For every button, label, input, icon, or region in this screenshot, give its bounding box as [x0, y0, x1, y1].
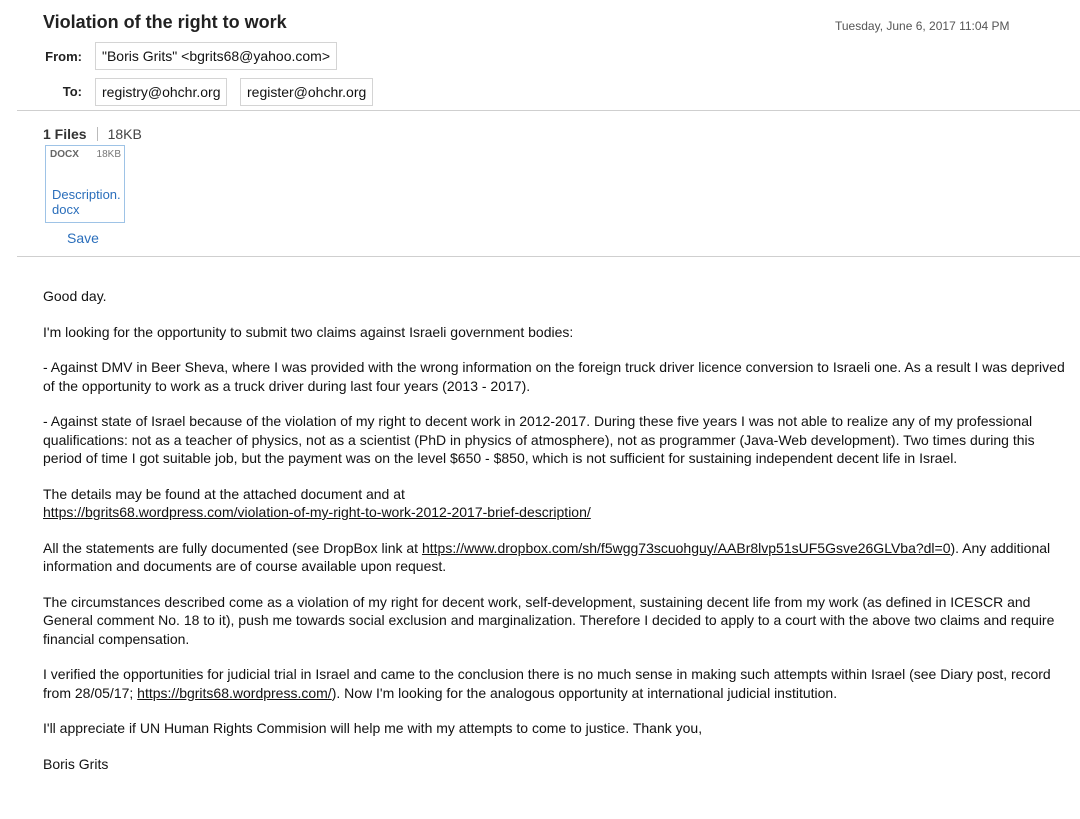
email-body: [43, 287, 1073, 790]
save-attachment-link[interactable]: Save: [67, 230, 99, 246]
attachments-header: [43, 126, 142, 142]
statements-text-after: ). Any additional information and documents are of course available upon request.: [43, 539, 1051, 574]
email-subject: Violation of the right to work: [43, 12, 287, 32]
verified-text-before: I verified the opportunities for judicial trial in Israel and came to the conclusion there is no much sense in making such attempts within Israel (see Diary post, record from 28/05/17;: [43, 666, 1051, 701]
verified-text-after: ). Now I'm looking for the analogous opportunity at international judicial institution.: [331, 684, 838, 701]
attachment-tile[interactable]: [45, 145, 125, 223]
body-verified: [43, 665, 1073, 702]
dropbox-link[interactable]: https://www.dropbox.com/sh/f5wgg73scuohguy/AABr8lvp51sUF5Gsve26GLVba?dl=0: [421, 539, 951, 556]
attachment-filename[interactable]: Description.docx: [52, 187, 121, 217]
attachments-count: 1 Files: [43, 126, 87, 142]
body-claim-1: - Against DMV in Beer Sheva, where I was provided with the wrong information on the foreign truck driver licence conversion to Israeli one. As a result I was deprived of the opportunity to work as a truck driver during last four years (2013 - 2017).: [43, 359, 1065, 394]
body-details: [43, 485, 1073, 522]
email-datetime: Tuesday, June 6, 2017 11:04 PM: [835, 19, 1010, 33]
blog-link[interactable]: https://bgrits68.wordpress.com/: [137, 684, 332, 701]
attachment-size: 18KB: [96, 149, 121, 160]
to-address-chip[interactable]: register@ohchr.org: [240, 78, 373, 106]
body-circumstances: The circumstances described come as a violation of my right for decent work, self-development, sustaining decent life from my work (as defined in ICESCR and General comment No. 18 to it), push me towards social exclusion and marginalization. Therefore I decided to apply to a court with the above two claims and require financial compensation.: [43, 593, 1055, 647]
body-claim-2: - Against state of Israel because of the violation of my right to decent work in 2012-2017. During these five years I was not able to realize any of my professional qualifications: not as a teacher of physics, not as a scientist (PhD in physics of atmosphere), not as programmer (Java-Web development). Two times during this period of time I got suitable job, but the payment was on the level $650 - $850, which is not sufficient for sustaining independent decent life in Israel.: [43, 413, 1035, 466]
body-greeting: Good day.: [43, 288, 107, 304]
to-label: To:: [62, 84, 82, 99]
body-intro: I'm looking for the opportunity to submit two claims against Israeli government bodies:: [43, 323, 574, 340]
details-text: The details may be found at the attached document and at: [43, 485, 405, 502]
body-statements: [43, 539, 1073, 576]
header-divider: [17, 110, 1080, 111]
to-address-chip[interactable]: registry@ohchr.org: [95, 78, 227, 106]
attachments-total-size: 18KB: [107, 126, 142, 142]
body-divider: [17, 256, 1080, 257]
body-signature: Boris Grits: [43, 755, 109, 772]
attachment-type: DOCX: [50, 149, 79, 160]
statements-text-before: All the statements are fully documented (see DropBox link at: [43, 539, 422, 556]
divider: [97, 127, 98, 141]
body-closing: I'll appreciate if UN Human Rights Commision will help me with my attempts to come to justice. Thank you,: [43, 720, 703, 736]
details-link[interactable]: https://bgrits68.wordpress.com/violation-of-my-right-to-work-2012-2017-brief-description/: [43, 504, 591, 520]
from-address-chip[interactable]: "Boris Grits" <bgrits68@yahoo.com>: [95, 42, 337, 70]
from-label: From:: [45, 49, 82, 64]
